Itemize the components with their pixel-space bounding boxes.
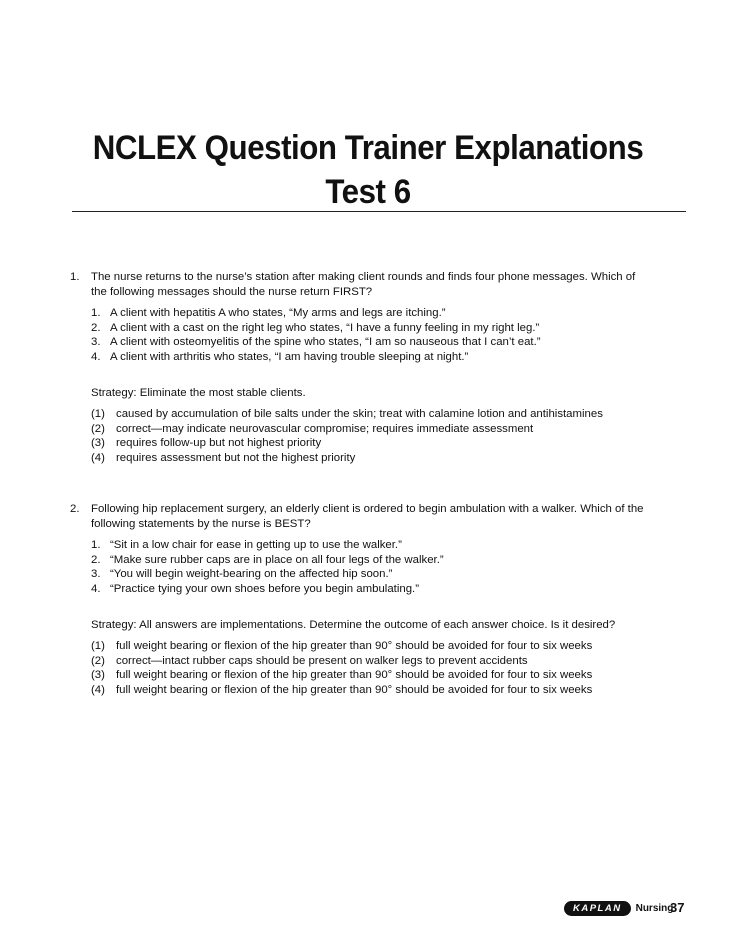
rationale-number: (4) bbox=[91, 451, 105, 464]
brand-suffix: Nursing bbox=[635, 902, 674, 914]
option-text: “Practice tying your own shoes before you begin ambulating.” bbox=[110, 582, 419, 595]
page-title-line1: NCLEX Question Trainer Explanations bbox=[92, 129, 644, 167]
question-stem: The nurse returns to the nurse’s station after making client rounds and finds four phone messages. Which of the following messages should the nurse return FIRST? bbox=[91, 271, 636, 298]
rationale-item bbox=[91, 436, 650, 451]
page-number: 37 bbox=[670, 900, 685, 915]
rationale-list bbox=[91, 407, 650, 465]
question-stem: Following hip replacement surgery, an elderly client is ordered to begin ambulation with a walker. Which of the following statements by the nurse is BEST? bbox=[91, 503, 644, 530]
answer-options bbox=[91, 538, 650, 596]
question-number: 2. bbox=[70, 503, 80, 515]
answer-option bbox=[91, 582, 650, 597]
strategy-text: Strategy: Eliminate the most stable clients. bbox=[91, 386, 306, 399]
rationale-item bbox=[91, 451, 650, 466]
rationale-number: (3) bbox=[91, 437, 105, 450]
answer-option bbox=[91, 321, 650, 336]
rationale-text: full weight bearing or flexion of the hip greater than 90° should be avoided for four to six weeks bbox=[116, 669, 593, 682]
answer-option bbox=[91, 306, 650, 321]
option-number: 1. bbox=[91, 307, 101, 320]
rationale-number: (4) bbox=[91, 683, 105, 696]
rationale-text: requires follow-up but not highest priority bbox=[116, 437, 322, 450]
answer-option bbox=[91, 553, 650, 568]
rationale-item bbox=[91, 422, 650, 437]
rationale-number: (3) bbox=[91, 669, 105, 682]
question-2 bbox=[70, 502, 650, 698]
title-divider bbox=[72, 211, 686, 212]
option-text: “Sit in a low chair for ease in getting up to use the walker.” bbox=[110, 539, 402, 552]
rationale-number: (1) bbox=[91, 408, 105, 421]
rationale-number: (1) bbox=[91, 640, 105, 653]
publisher-footer bbox=[564, 900, 673, 916]
option-number: 2. bbox=[91, 321, 101, 334]
rationale-item bbox=[91, 407, 650, 422]
answer-option bbox=[91, 538, 650, 553]
rationale-item bbox=[91, 639, 650, 654]
rationale-item bbox=[91, 654, 650, 669]
rationale-number: (2) bbox=[91, 422, 105, 435]
kaplan-logo: KAPLAN bbox=[564, 901, 631, 916]
option-text: A client with osteomyelitis of the spine who states, “I am so nauseous that I can’t eat.” bbox=[110, 336, 541, 349]
rationale-text: requires assessment but not the highest priority bbox=[116, 451, 356, 464]
rationale-item bbox=[91, 683, 650, 698]
answer-option bbox=[91, 567, 650, 582]
option-text: “Make sure rubber caps are in place on all four legs of the walker.” bbox=[110, 553, 444, 566]
answer-option bbox=[91, 350, 650, 365]
option-text: “You will begin weight-bearing on the affected hip soon.” bbox=[110, 568, 393, 581]
answer-option bbox=[91, 335, 650, 350]
rationale-item bbox=[91, 668, 650, 683]
rationale-number: (2) bbox=[91, 654, 105, 667]
rationale-text: full weight bearing or flexion of the hip greater than 90° should be avoided for four to six weeks bbox=[116, 640, 593, 653]
rationale-text: correct—may indicate neurovascular compromise; requires immediate assessment bbox=[116, 422, 534, 435]
option-text: A client with a cast on the right leg who states, “I have a funny feeling in my right leg.” bbox=[110, 321, 540, 334]
rationale-text: correct—intact rubber caps should be present on walker legs to prevent accidents bbox=[116, 654, 528, 667]
option-number: 3. bbox=[91, 336, 101, 349]
question-number: 1. bbox=[70, 271, 80, 283]
page-title-line2: Test 6 bbox=[325, 173, 411, 211]
option-number: 4. bbox=[91, 582, 101, 595]
option-number: 1. bbox=[91, 539, 101, 552]
rationale-text: caused by accumulation of bile salts under the skin; treat with calamine lotion and antihistamines bbox=[116, 408, 603, 421]
option-number: 4. bbox=[91, 350, 101, 363]
strategy-text: Strategy: All answers are implementations. Determine the outcome of each answer choice. Is it desired? bbox=[91, 618, 616, 631]
option-text: A client with hepatitis A who states, “My arms and legs are itching.” bbox=[110, 307, 446, 320]
option-number: 3. bbox=[91, 568, 101, 581]
option-text: A client with arthritis who states, “I am having trouble sleeping at night.” bbox=[110, 350, 469, 363]
option-number: 2. bbox=[91, 553, 101, 566]
rationale-list bbox=[91, 639, 650, 697]
question-1 bbox=[70, 270, 650, 466]
answer-options bbox=[91, 306, 650, 364]
rationale-text: full weight bearing or flexion of the hip greater than 90° should be avoided for four to six weeks bbox=[116, 683, 593, 696]
